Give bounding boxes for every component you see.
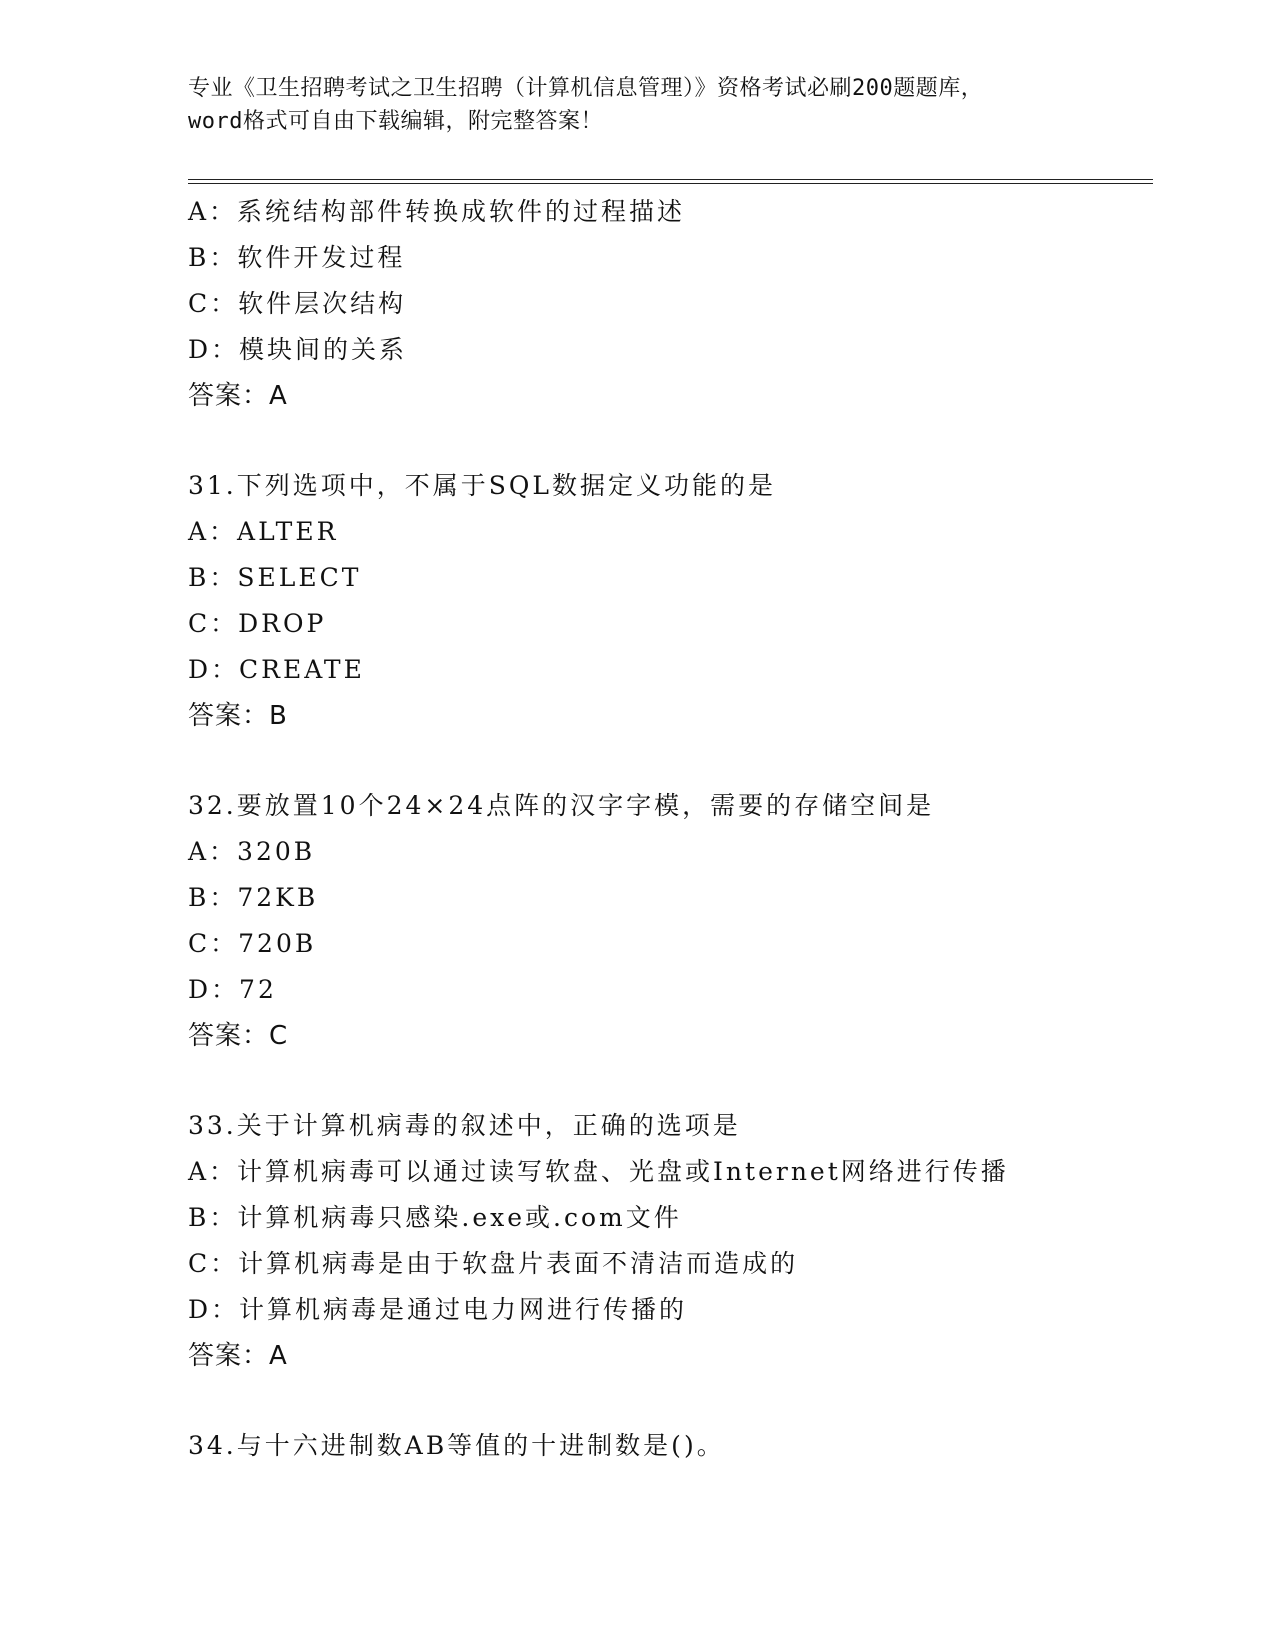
option-a: A：ALTER — [188, 517, 339, 546]
option-d: D：计算机病毒是通过电力网进行传播的 — [188, 1295, 688, 1324]
option-b: B：软件开发过程 — [188, 243, 406, 272]
question-block-prev — [188, 189, 1153, 419]
option-a: A：计算机病毒可以通过读写软盘、光盘或Internet网络进行传播 — [188, 1157, 1009, 1186]
answer-line: 答案：A — [188, 381, 288, 411]
question-list — [188, 189, 1153, 1469]
answer-line: 答案：A — [188, 1341, 288, 1371]
option-b: B：SELECT — [188, 563, 362, 592]
option-d: D：模块间的关系 — [188, 335, 408, 364]
option-c: C：软件层次结构 — [188, 289, 407, 318]
document-header — [188, 72, 1088, 138]
option-a: A：系统结构部件转换成软件的过程描述 — [188, 197, 686, 226]
question-block-34 — [188, 1423, 1153, 1469]
option-c: C：720B — [188, 929, 317, 958]
option-d: D：72 — [188, 975, 277, 1004]
option-c: C：计算机病毒是由于软盘片表面不清洁而造成的 — [188, 1249, 799, 1278]
answer-line: 答案：C — [188, 1021, 289, 1051]
option-d: D：CREATE — [188, 655, 365, 684]
option-a: A：320B — [188, 837, 316, 866]
option-b: B：计算机病毒只感染.exe或.com文件 — [188, 1203, 682, 1232]
question-stem: 34.与十六进制数AB等值的十进制数是()。 — [188, 1431, 725, 1460]
question-stem: 33.关于计算机病毒的叙述中，正确的选项是 — [188, 1111, 741, 1140]
question-stem: 31.下列选项中，不属于SQL数据定义功能的是 — [188, 471, 776, 500]
option-b: B：72KB — [188, 883, 319, 912]
question-stem: 32.要放置10个24×24点阵的汉字字模，需要的存储空间是 — [188, 791, 935, 820]
question-block-31 — [188, 463, 1153, 739]
header-title-line-1: 专业《卫生招聘考试之卫生招聘（计算机信息管理）》资格考试必刷200题题库， — [188, 76, 984, 101]
header-divider-bottom — [188, 183, 1153, 184]
header-divider-top — [188, 179, 1153, 180]
answer-line: 答案：B — [188, 701, 288, 731]
option-c: C：DROP — [188, 609, 327, 638]
question-block-33 — [188, 1103, 1153, 1379]
header-title-line-2: word格式可自由下载编辑，附完整答案！ — [188, 109, 603, 134]
question-block-32 — [188, 783, 1153, 1059]
